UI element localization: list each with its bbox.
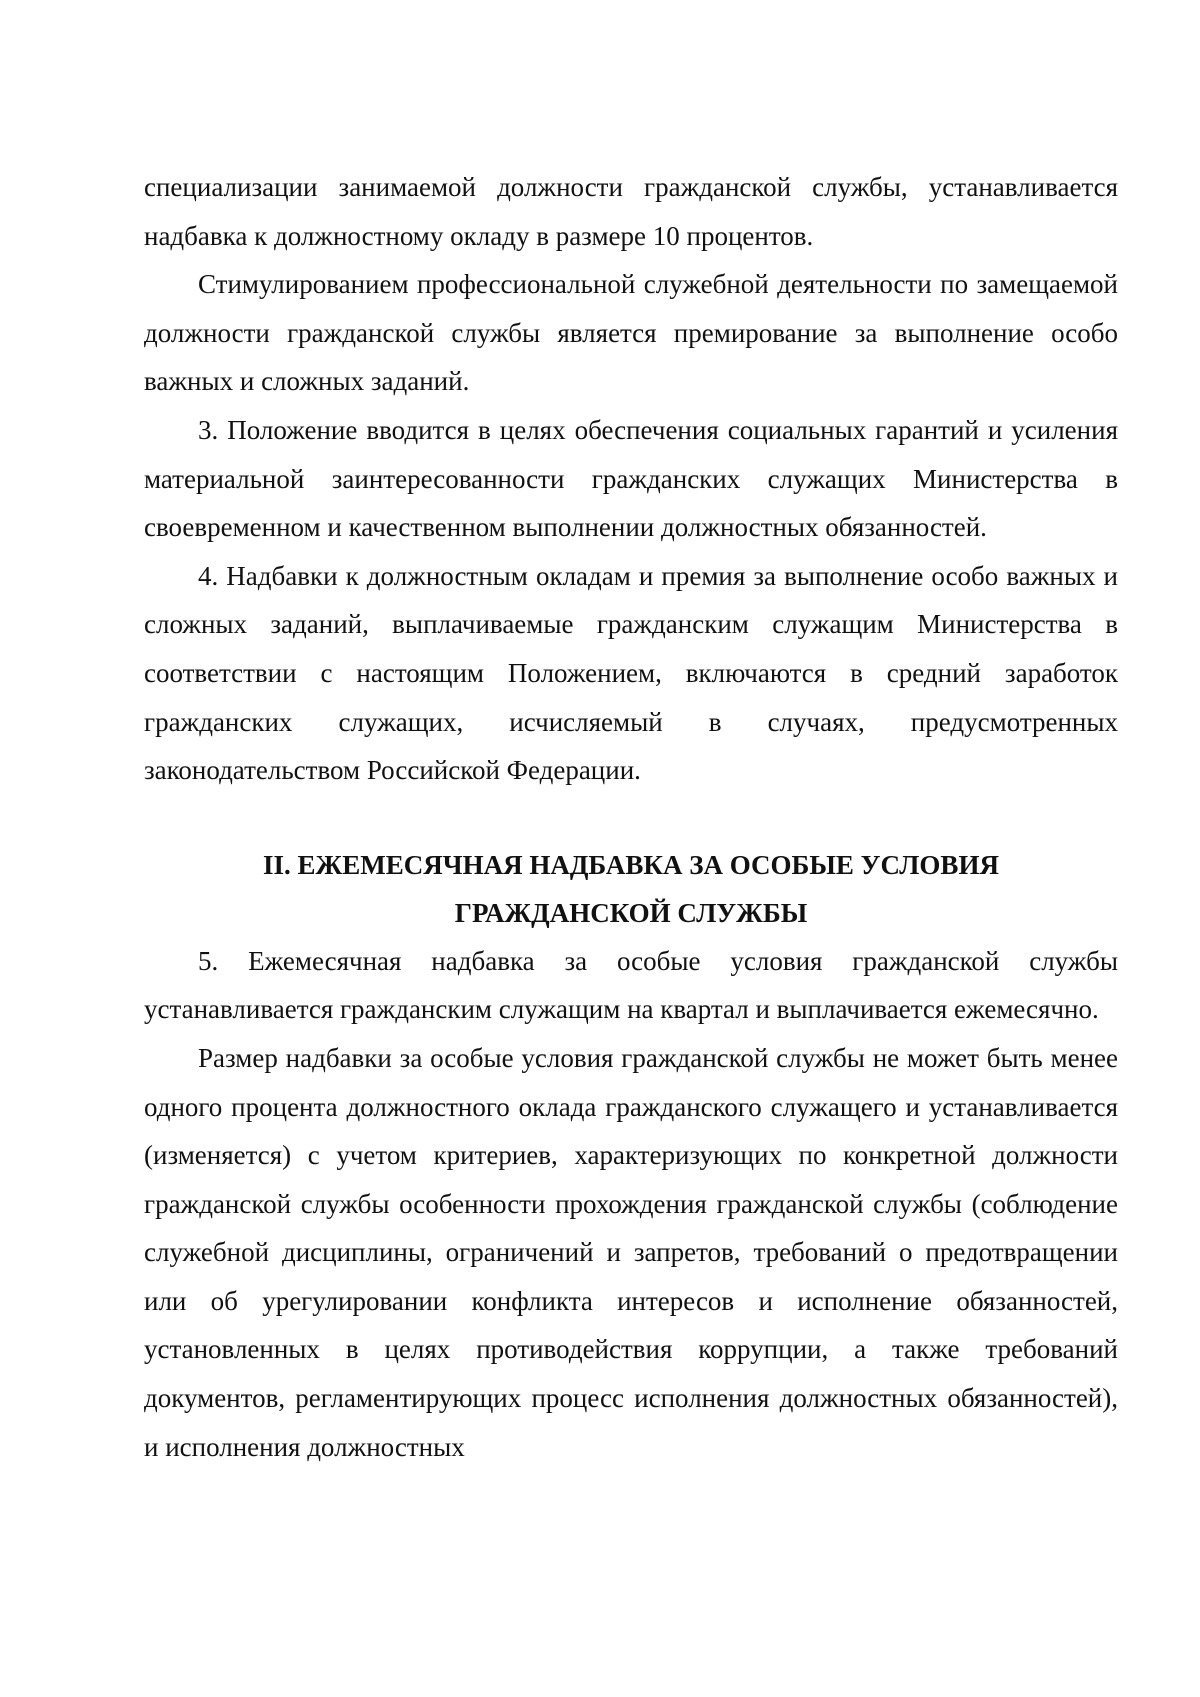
paragraph-allowance-size: Размер надбавки за особые условия гражданской службы не может быть менее одного процента должностного оклада гражданского служащего и устанавливается (изменяется) с учетом критериев, характеризующих по конкретной должности гражданской службы особенности прохождения гражданской службы (соблюдение служебной дисциплины, ограничений и запретов, требований о предотвращении или об урегулировании конфликта интересов и исполнение обязанностей, установленных в целях противодействия коррупции, а также требований документов, регламентирующих процесс исполнения должностных обязанностей), и исполнения должностных <box>144 1042 1118 1462</box>
section-heading-line-2: ГРАЖДАНСКОЙ СЛУЖБЫ <box>454 897 808 928</box>
paragraph-specialization: специализации занимаемой должности гражданской службы, устанавливается надбавка к должностному окладу в размере 10 процентов. <box>144 172 1118 251</box>
paragraph-item-3: 3. Положение вводится в целях обеспечения социальных гарантий и усиления материальной заинтересованности гражданских служащих Министерства в своевременном и качественном выполнении должностных обязанностей. <box>144 414 1118 543</box>
paragraph-item-5: 5. Ежемесячная надбавка за особые условия гражданской службы устанавливается гражданским служащим на квартал и выплачивается ежемесячно. <box>144 945 1118 1025</box>
section-heading-line-1: II. ЕЖЕМЕСЯЧНАЯ НАДБАВКА ЗА ОСОБЫЕ УСЛОВИЯ <box>263 849 999 880</box>
document-page <box>144 163 1118 1471</box>
paragraph-stimulation: Стимулированием профессиональной служебной деятельности по замещаемой должности гражданской службы является премирование за выполнение особо важных и сложных заданий. <box>144 269 1118 397</box>
paragraph-item-4: 4. Надбавки к должностным окладам и премия за выполнение особо важных и сложных заданий, выплачиваемые гражданским служащим Министерства в соответствии с настоящим Положением, включаются в средний заработок гражданских служащих, исчисляемый в случаях, предусмотренных законодательством Российской Федерации. <box>144 560 1118 786</box>
section-heading <box>144 841 1118 937</box>
